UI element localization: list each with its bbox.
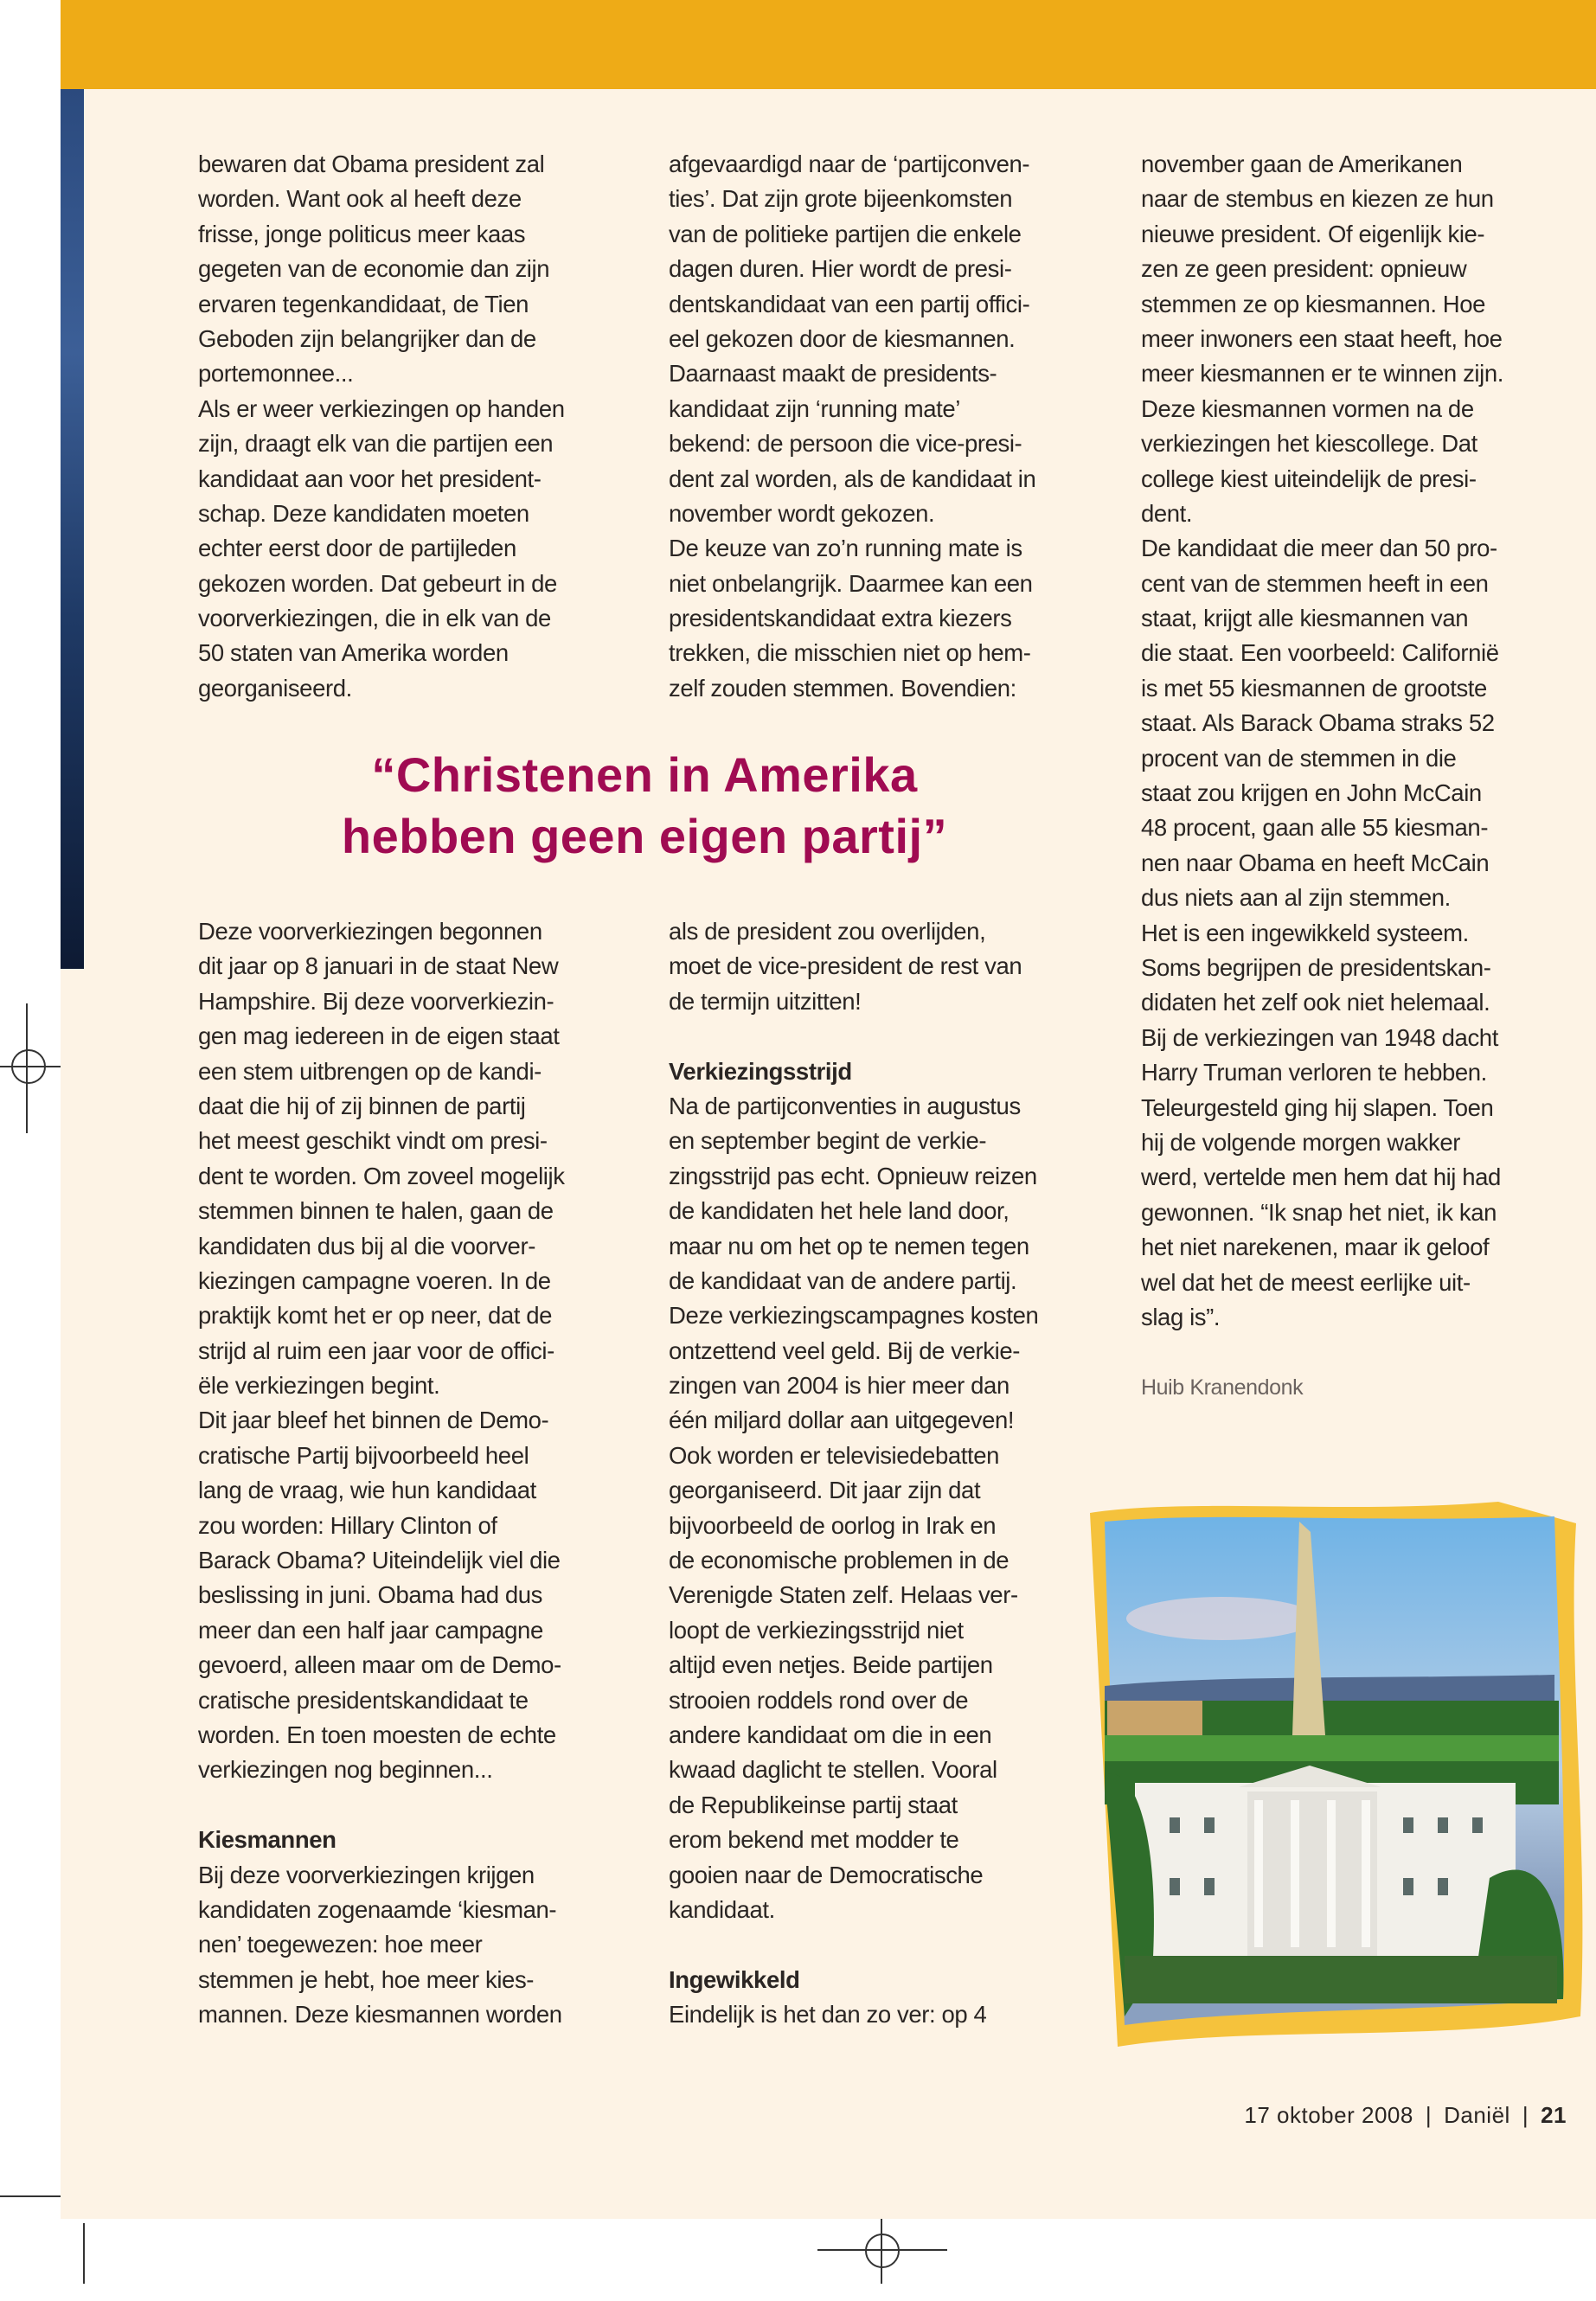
text-line: Ook worden er televisiedebatten [669, 1441, 999, 1469]
text-line: altijd even netjes. Beide partijen [669, 1651, 993, 1679]
text-line: zelf zouden stemmen. Bovendien: [669, 674, 1016, 702]
text-line: verkiezingen nog beginnen... [198, 1756, 493, 1784]
text-line: november gaan de Amerikanen [1141, 151, 1463, 177]
text-line: slag is”. [1141, 1303, 1221, 1330]
text-line: stemmen ze op kiesmannen. Hoe [1141, 290, 1486, 317]
column-2-bottom [669, 914, 1118, 2033]
text-line: de termijn uitzitten! [669, 987, 862, 1015]
registration-mark-icon [11, 1049, 46, 1084]
footer-separator: | [1425, 2102, 1433, 2128]
text-line: zen ze geen president: opnieuw [1141, 255, 1467, 283]
text-line: frisse, jonge politicus meer kaas [198, 220, 526, 247]
text-line: college kiest uiteindelijk de presi- [1141, 465, 1477, 492]
text-line: Het is een ingewikkeld systeem. [1141, 919, 1469, 946]
text-line: meer kiesmannen er te winnen zijn. [1141, 360, 1503, 388]
text-line: de economische problemen in de [669, 1547, 1010, 1574]
text-line: het niet narekenen, maar ik geloof [1141, 1234, 1490, 1261]
text-line: Deze kiesmannen vormen na de [1141, 394, 1474, 422]
text-line: cratische presidentskandidaat te [198, 1686, 529, 1714]
text-line: de Republikeinse partij staat [669, 1791, 958, 1818]
text-line: didaten het zelf ook niet helemaal. [1141, 989, 1490, 1016]
text-line: staat. Als Barack Obama straks 52 [1141, 709, 1495, 737]
footer-magazine: Daniël [1444, 2102, 1510, 2128]
text-line: ontzettend veel geld. Bij de verkie- [669, 1336, 1020, 1364]
text-line: zijn, draagt elk van die partijen een [198, 430, 554, 458]
text-line: dit jaar op 8 januari in de staat New [198, 952, 559, 980]
text-line: Hampshire. Bij deze voorverkiezin- [198, 987, 554, 1015]
column-1-top [198, 147, 648, 706]
footer-date: 17 oktober 2008 [1244, 2102, 1413, 2128]
text-line: stemmen binnen te halen, gaan de [198, 1197, 554, 1225]
text-line: kiezingen campagne voeren. In de [198, 1266, 551, 1294]
page-number: 21 [1541, 2102, 1567, 2128]
text-line: gegeten van de economie dan zijn [198, 255, 550, 283]
registration-mark-icon [865, 2234, 900, 2268]
text-line: verkiezingen het kiescollege. Dat [1141, 430, 1477, 458]
text-line: Na de partijconventies in augustus [669, 1092, 1021, 1119]
text-line: echter eerst door de partijleden [198, 535, 516, 562]
left-photo-strip [61, 89, 84, 969]
text-line: dent te worden. Om zoveel mogelijk [198, 1162, 565, 1189]
text-line: voorverkiezingen, die in elk van de [198, 605, 551, 632]
text-line: Barack Obama? Uiteindelijk viel die [198, 1547, 561, 1574]
text-line: dent. [1141, 499, 1193, 527]
text-line: Teleurgesteld ging hij slapen. Toen [1141, 1093, 1494, 1121]
text-line: Deze verkiezingscampagnes kosten [669, 1302, 1039, 1330]
text-line: die staat. Een voorbeeld: Californië [1141, 639, 1499, 667]
text-line: cratische Partij bijvoorbeeld heel [198, 1441, 529, 1469]
text-line: daat die hij of zij binnen de partij [198, 1092, 526, 1119]
text-line: gevoerd, alleen maar om de Demo- [198, 1651, 561, 1679]
text-line: bijvoorbeeld de oorlog in Irak en [669, 1511, 997, 1539]
text-line: dentskandidaat van een partij offici- [669, 290, 1030, 317]
section-heading: Ingewikkeld [669, 1965, 800, 1993]
text-line: praktijk komt het er op neer, dat de [198, 1302, 553, 1330]
text-line: De kandidaat die meer dan 50 pro- [1141, 535, 1497, 562]
text-line: andere kandidaat om die in een [669, 1721, 992, 1748]
text-line: bewaren dat Obama president zal [198, 151, 545, 177]
text-line: trekken, die misschien niet op hem- [669, 639, 1031, 667]
text-line: 50 staten van Amerika worden [198, 639, 509, 667]
text-line: zou worden: Hillary Clinton of [198, 1511, 497, 1539]
text-line: november wordt gekozen. [669, 499, 935, 527]
text-line: nieuwe president. Of eigenlijk kie- [1141, 220, 1485, 247]
text-line: strijd al ruim een jaar voor de offici- [198, 1336, 554, 1364]
column-1-bottom [198, 914, 648, 2033]
text-line: georganiseerd. [198, 674, 352, 702]
text-line: De keuze van zo’n running mate is [669, 535, 1022, 562]
text-line: stemmen je hebt, hoe meer kies- [198, 1965, 535, 1993]
text-line: worden. Want ook al heeft deze [198, 185, 522, 213]
text-line: procent van de stemmen in die [1141, 744, 1457, 772]
column-2-top [669, 147, 1118, 706]
text-line: één miljard dollar aan uitgegeven! [669, 1407, 1015, 1434]
text-line: eel gekozen door de kiesmannen. [669, 324, 1016, 352]
text-line: portemonnee... [198, 360, 354, 388]
text-line: het meest geschikt vindt om presi- [198, 1127, 548, 1155]
white-house-photo [1083, 1489, 1592, 2054]
text-line: worden. En toen moesten de echte [198, 1721, 556, 1748]
blank-line [198, 1788, 648, 1823]
text-line: strooien roddels rond over de [669, 1686, 969, 1714]
text-line: dus niets aan al zijn stemmen. [1141, 884, 1451, 912]
text-line: naar de stembus en kiezen ze hun [1141, 185, 1494, 213]
text-line: Verenigde Staten zelf. Helaas ver- [669, 1581, 1018, 1609]
pull-quote-line-1: “Christenen in Amerika [371, 747, 918, 802]
crop-mark [0, 2195, 61, 2197]
text-line: hij de volgende morgen wakker [1141, 1128, 1461, 1156]
text-line: gewonnen. “Ik snap het niet, ik kan [1141, 1198, 1497, 1226]
text-line: Dit jaar bleef het binnen de Demo- [198, 1407, 549, 1434]
text-line: Bij de verkiezingen van 1948 dacht [1141, 1023, 1498, 1051]
text-line: nen’ toegewezen: hoe meer [198, 1931, 483, 1958]
blank-line [669, 1019, 1118, 1054]
text-line: cent van de stemmen heeft in een [1141, 569, 1489, 597]
text-line: Daarnaast maakt de presidents- [669, 360, 997, 388]
author-byline: Huib Kranendonk [1141, 1375, 1304, 1400]
text-line: kandidaten zogenaamde ‘kiesman- [198, 1895, 557, 1923]
header-color-band [61, 0, 1596, 89]
text-line: zingsstrijd pas echt. Opnieuw reizen [669, 1162, 1037, 1189]
text-line: gooien naar de Democratische [669, 1861, 984, 1888]
text-line: de kandidaat van de andere partij. [669, 1266, 1017, 1294]
text-line: gen mag iedereen in de eigen staat [198, 1022, 560, 1050]
section-heading: Verkiezingsstrijd [669, 1057, 852, 1085]
text-line: zingen van 2004 is hier meer dan [669, 1372, 1010, 1400]
text-line: bekend: de persoon die vice-presi- [669, 430, 1022, 458]
text-line: als de president zou overlijden, [669, 918, 986, 945]
text-line: dagen duren. Hier wordt de presi- [669, 255, 1012, 283]
text-line: moet de vice-president de rest van [669, 952, 1022, 980]
text-line: niet onbelangrijk. Daarmee kan een [669, 569, 1033, 597]
text-line: kandidaat aan voor het president- [198, 465, 542, 492]
text-line: lang de vraag, wie hun kandidaat [198, 1477, 536, 1504]
text-line: wel dat het de meest eerlijke uit- [1141, 1268, 1471, 1296]
text-line: van de politieke partijen die enkele [669, 220, 1022, 247]
text-line: Eindelijk is het dan zo ver: op 4 [669, 2001, 987, 2029]
text-line: staat zou krijgen en John McCain [1141, 779, 1482, 807]
text-line: kandidaat. [669, 1895, 775, 1923]
blank-line [669, 1927, 1118, 1962]
text-line: ervaren tegenkandidaat, de Tien [198, 290, 529, 317]
text-line: en september begint de verkie- [669, 1127, 987, 1155]
text-line: Geboden zijn belangrijker dan de [198, 324, 536, 352]
text-line: werd, vertelde men hem dat hij had [1141, 1163, 1501, 1191]
text-line: een stem uitbrengen op de kandi- [198, 1057, 542, 1085]
page-footer [1244, 2102, 1567, 2129]
text-line: kandidaten dus bij al die voorver- [198, 1232, 535, 1259]
crop-mark [83, 2223, 85, 2284]
text-line: beslissing in juni. Obama had dus [198, 1581, 543, 1609]
text-line: mannen. Deze kiesmannen worden [198, 2001, 562, 2029]
text-line: ële verkiezingen begint. [198, 1372, 440, 1400]
text-line: nen naar Obama en heeft McCain [1141, 849, 1490, 876]
text-line: presidentskandidaat extra kiezers [669, 605, 1012, 632]
blank-line [1141, 1335, 1591, 1369]
text-line: kwaad daglicht te stellen. Vooral [669, 1756, 997, 1784]
text-line: de kandidaten het hele land door, [669, 1197, 1010, 1225]
footer-separator: | [1522, 2102, 1529, 2128]
text-line: loopt de verkiezingsstrijd niet [669, 1616, 964, 1644]
text-line: 48 procent, gaan alle 55 kiesman- [1141, 814, 1489, 842]
text-line: maar nu om het op te nemen tegen [669, 1232, 1029, 1259]
text-line: ties’. Dat zijn grote bijeenkomsten [669, 185, 1013, 213]
text-line: staat, krijgt alle kiesmannen van [1141, 605, 1469, 632]
section-heading: Kiesmannen [198, 1826, 337, 1854]
text-line: schap. Deze kandidaten moeten [198, 499, 529, 527]
text-line: erom bekend met modder te [669, 1826, 959, 1854]
text-line: Bij deze voorverkiezingen krijgen [198, 1861, 535, 1888]
text-line: Deze voorverkiezingen begonnen [198, 918, 542, 945]
text-line: georganiseerd. Dit jaar zijn dat [669, 1477, 981, 1504]
text-line: meer dan een half jaar campagne [198, 1616, 543, 1644]
text-line: afgevaardigd naar de ‘partijconven- [669, 151, 1030, 177]
text-line: kandidaat zijn ‘running mate’ [669, 394, 960, 422]
text-line: Als er weer verkiezingen op handen [198, 394, 565, 422]
text-line: is met 55 kiesmannen de grootste [1141, 674, 1487, 702]
text-line: meer inwoners een staat heeft, hoe [1141, 324, 1503, 352]
pull-quote-line-2: hebben geen eigen partij” [341, 809, 948, 863]
text-line: Soms begrijpen de presidentskan- [1141, 953, 1491, 981]
text-line: dent zal worden, als de kandidaat in [669, 465, 1036, 492]
text-line: Harry Truman verloren te hebben. [1141, 1059, 1487, 1086]
text-line: gekozen worden. Dat gebeurt in de [198, 569, 557, 597]
pull-quote [260, 744, 1029, 867]
column-3 [1141, 147, 1591, 1405]
